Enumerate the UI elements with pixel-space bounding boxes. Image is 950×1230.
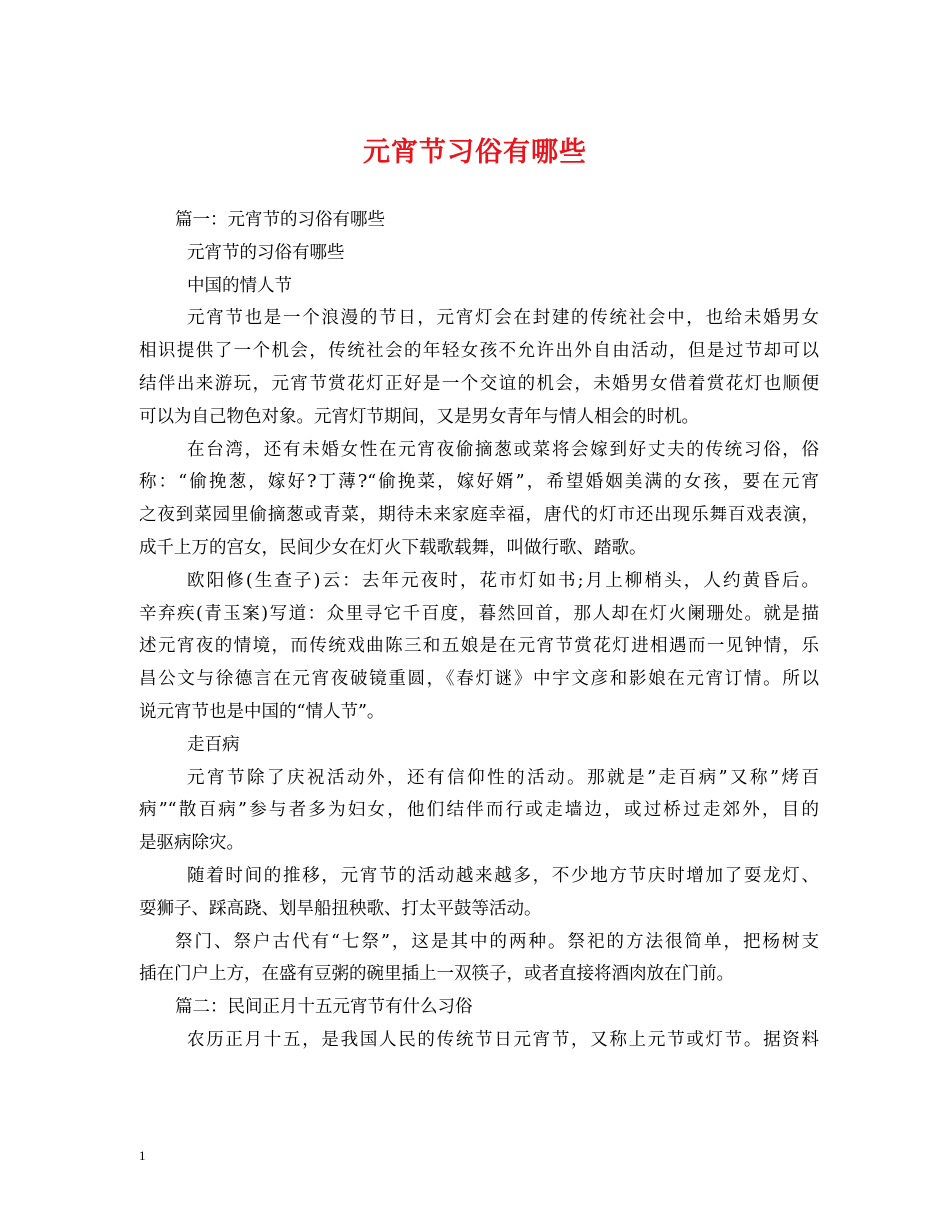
text-line: 随着时间的推移，元宵节的活动越来越多，不少地方节庆时增加了耍龙灯、 xyxy=(187,865,819,886)
text-line: 之夜到菜园里偷摘葱或青菜，期待未来家庭幸福，唐代的灯市还出现乐舞百戏表演， xyxy=(139,505,819,526)
text-line: 篇二：民间正月十五元宵节有什么习俗 xyxy=(175,997,473,1018)
text-line: 耍狮子、踩高跷、划旱船扭秧歌、打太平鼓等活动。 xyxy=(139,898,542,919)
document-title: 元宵节习俗有哪些 xyxy=(363,137,587,168)
text-line: 元宵节也是一个浪漫的节日，元宵灯会在封建的传统社会中，也给未婚男女 xyxy=(187,308,819,329)
text-line: 相识提供了一个机会，传统社会的年轻女孩不允许出外自由活动，但是过节却可以 xyxy=(139,341,819,362)
text-line: 昌公文与徐德言在元宵夜破镜重圆，《春灯谜》中宇文彦和影娘在元宵订情。所以 xyxy=(139,669,819,690)
text-line: 是驱病除灾。 xyxy=(139,833,244,854)
document-body xyxy=(139,204,819,1057)
text-line: 成千上万的宫女，民间少女在灯火下载歌载舞，叫做行歌、踏歌。 xyxy=(139,537,647,558)
text-line: 插在门户上方，在盛有豆粥的碗里插上一双筷子，或者直接将酒肉放在门前。 xyxy=(139,964,734,985)
text-line: 病”“散百病”参与者多为妇女，他们结伴而行或走墙边，或过桥过走郊外，目的 xyxy=(139,800,819,821)
text-line: 元宵节的习俗有哪些 xyxy=(187,242,345,263)
page-number: 1 xyxy=(139,1148,146,1163)
text-line: 辛弃疾(青玉案)写道：众里寻它千百度，暮然回首，那人却在灯火阑珊处。就是描 xyxy=(139,603,819,624)
text-line: 称：“偷挽葱，嫁好?丁薄?“偷挽菜，嫁好婿”，希望婚姻美满的女孩，要在元宵 xyxy=(139,472,819,493)
text-line: 在台湾，还有未婚女性在元宵夜偷摘葱或菜将会嫁到好丈夫的传统习俗，俗 xyxy=(187,439,819,460)
text-line: 可以为自己物色对象。元宵灯节期间，又是男女青年与情人相会的时机。 xyxy=(139,406,699,427)
text-line: 结伴出来游玩，元宵节赏花灯正好是一个交谊的机会，未婚男女借着赏花灯也顺便 xyxy=(139,373,819,394)
text-line: 元宵节除了庆祝活动外，还有信仰性的活动。那就是”走百病”又称”烤百 xyxy=(187,767,819,788)
text-line: 篇一：元宵节的习俗有哪些 xyxy=(175,210,385,230)
text-line: 农历正月十五，是我国人民的传统节日元宵节，又称上元节或灯节。据资料 xyxy=(187,1029,819,1050)
text-line: 走百病 xyxy=(187,734,240,755)
text-line: 欧阳修(生查子)云：去年元夜时，花市灯如书;月上柳梢头，人约黄昏后。 xyxy=(187,570,819,591)
text-line: 中国的情人节 xyxy=(187,275,292,296)
text-line: 述元宵夜的情境，而传统戏曲陈三和五娘是在元宵节赏花灯进相遇而一见钟情，乐 xyxy=(139,636,819,657)
text-line: 祭门、祭户古代有“七祭”，这是其中的两种。祭祀的方法很简单，把杨树支 xyxy=(175,931,819,952)
text-line: 说元宵节也是中国的“情人节”。 xyxy=(139,701,385,722)
